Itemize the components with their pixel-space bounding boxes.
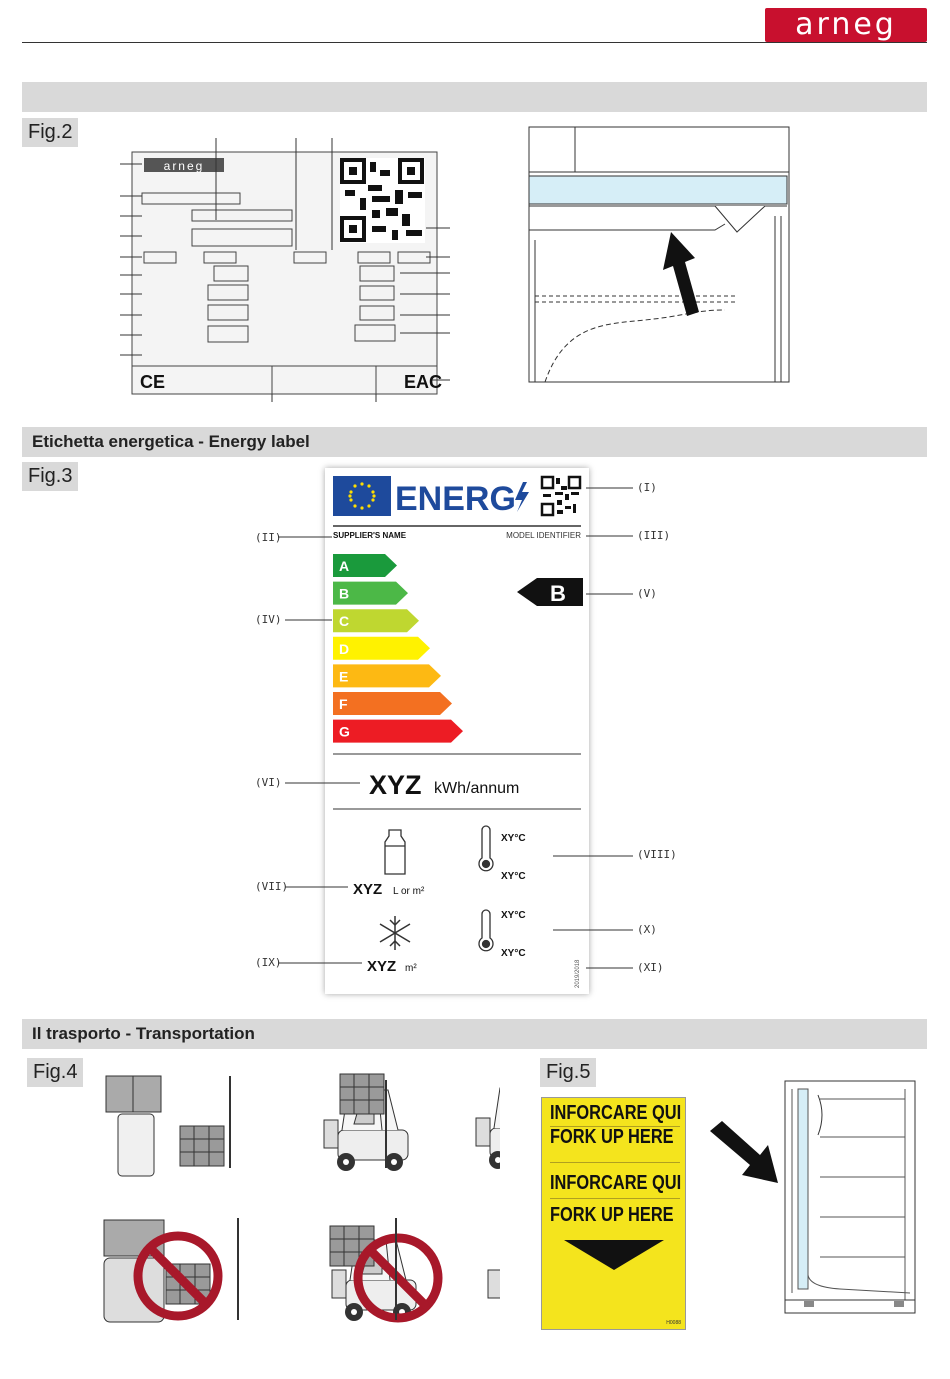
callout-IV: (IV) [255,613,282,626]
callout-II: (II) [255,531,282,544]
sign-line-3: INFORCARE QUI [550,1172,682,1194]
section-band-transport: Il trasporto - Transportation [22,1019,927,1049]
callout-V: (V) [637,587,657,600]
energy-class-letter-f: F [339,696,348,712]
callout-I: (I) [637,481,657,494]
fig5-label: Fig.5 [540,1058,596,1087]
temp-b-top: XY°C [501,910,526,921]
volume-unit: L or m² [393,886,425,897]
energy-callout-lines [240,470,700,980]
fig2-label: Fig.2 [22,118,78,147]
energy-class-letter-b: B [339,585,350,602]
brand-logo: arneg [765,8,927,42]
energy-class-letter-d: D [339,640,350,657]
freezer-unit: m² [405,963,417,974]
callout-VI: (VI) [255,776,282,789]
sign-code: H0088 [666,1320,681,1326]
fig4-label: Fig.4 [27,1058,83,1087]
callout-VII: (VII) [255,880,289,893]
temp-a-top: XY°C [501,833,526,844]
header-rule [22,42,927,43]
energy-title: ENERG [395,480,516,518]
callout-XI: (XI) [637,961,664,974]
energy-class-letter-c: C [339,613,350,630]
energy-value: XYZ [369,770,422,800]
sign-line-2: FORK UP HERE [550,1126,674,1148]
sign-line-4: FORK UP HERE [550,1204,674,1226]
temp-a-bottom: XY°C [501,871,526,882]
supplier-name: SUPPLIER'S NAME [333,531,407,540]
energy-class-letter-a: A [339,558,350,574]
sign-line-1: INFORCARE QUI [550,1102,682,1124]
rating-class: B [550,581,566,606]
eac-mark: EAC [404,372,443,392]
sign-divider [550,1162,680,1163]
callout-VIII: (VIII) [637,848,677,861]
arrow-down-icon [564,1240,664,1272]
cabinet-side-diagram [700,1075,922,1320]
callout-III: (III) [637,529,671,542]
arrow-down-right-icon [710,1121,778,1183]
fig3-label: Fig.3 [22,462,78,491]
fork-up-sign [541,1097,686,1330]
section-band-1 [22,82,927,112]
model-identifier: MODEL IDENTIFIER [506,531,581,540]
cabinet-plate-location-diagram [525,124,795,386]
callout-X: (X) [637,923,657,936]
plate-brand: arneg [163,159,205,173]
energy-class-letter-e: E [339,668,349,685]
temp-b-bottom: XY°C [501,948,526,959]
forklift-transport-diagram [100,1068,500,1334]
callout-IX: (IX) [255,956,282,969]
energy-unit: kWh/annum [434,780,520,797]
energy-class-letter-g: G [339,723,350,740]
ce-mark: CE [140,372,166,392]
regulation-number: 2019/2018 [575,959,581,988]
plate-qr-icon [340,158,425,243]
rating-plate-diagram [110,130,470,402]
volume-value: XYZ [353,881,383,898]
section-band-energy: Etichetta energetica - Energy label [22,427,927,457]
freezer-value: XYZ [367,958,397,975]
sign-divider [550,1198,680,1199]
